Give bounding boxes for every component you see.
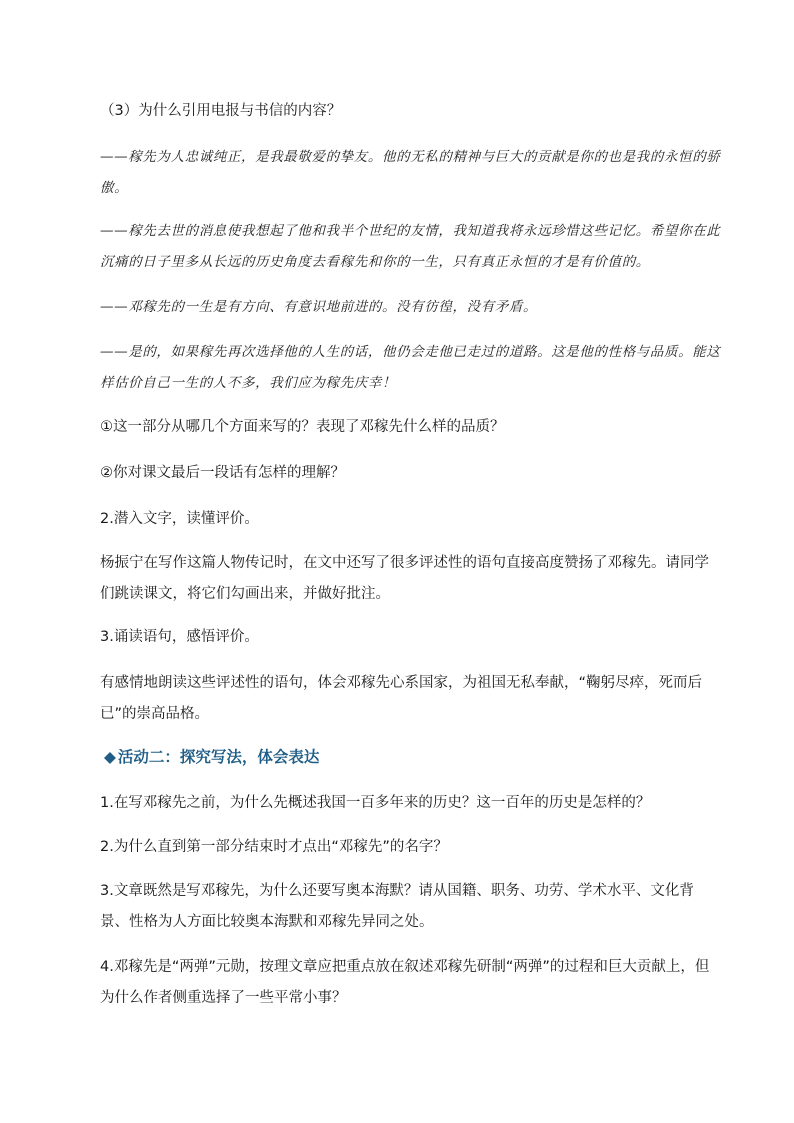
step3-title: 3.诵读语句，感悟评价。 xyxy=(100,629,259,645)
activity2-question-4: 4.邓稼先是“两弹”元勋，按理文章应把重点放在叙述邓稼先研制“两弹”的过程和巨大贡献上，但为什么作者侧重选择了一些平常小事？ xyxy=(100,959,710,1006)
activity2-question-1: 1.在写邓稼先之前，为什么先概述我国一百多年来的历史？这一百年的历史是怎样的？ xyxy=(100,795,651,811)
sub-question-2: ②你对课文最后一段话有怎样的理解？ xyxy=(100,465,345,481)
activity2-question-2: 2.为什么直到第一部分结束时才点出“邓稼先”的名字？ xyxy=(100,839,448,855)
activity2-question-3: 3.文章既然是写邓稼先，为什么还要写奥本海默？请从国籍、职务、功劳、学术水平、文化背景、性格为人方面比较奥本海默和邓稼先异同之处。 xyxy=(100,883,694,930)
step2-title: 2.潜入文字，读懂评价。 xyxy=(100,511,259,527)
sub-question-1: ①这一部分从哪几个方面来写的？表现了邓稼先什么样的品质？ xyxy=(100,419,505,435)
step2-body: 杨振宁在写作这篇人物传记时，在文中还写了很多评述性的语句直接高度赞扬了邓稼先。请同学们跳读课文，将它们勾画出来，并做好批注。 xyxy=(100,555,709,602)
quote-letter-4: ——是的，如果稼先再次选择他的人生的话，他仍会走他已走过的道路。这是他的性格与品质。能这样估价自己一生的人不多，我们应为稼先庆幸！ xyxy=(100,344,721,391)
quote-letter-2: ——稼先去世的消息使我想起了他和我半个世纪的友情，我知道我将永远珍惜这些记忆。希望你在此沉痛的日子里多从长远的历史角度去看稼先和你的一生，只有真正永恒的才是有价值的。 xyxy=(100,223,721,270)
quote-letter-3: ——邓稼先的一生是有方向、有意识地前进的。没有彷徨，没有矛盾。 xyxy=(100,299,538,315)
activity2-title: 活动二：探究写法，体会表达 xyxy=(117,748,320,766)
quote-telegram-1: ——稼先为人忠诚纯正，是我最敬爱的挚友。他的无私的精神与巨大的贡献是你的也是我的永恒的骄傲。 xyxy=(100,149,721,196)
section-question: （3）为什么引用电报与书信的内容？ xyxy=(100,103,342,119)
activity2-heading xyxy=(104,742,319,772)
step3-body: 有感情地朗读这些评述性的语句，体会邓稼先心系国家，为祖国无私奉献，“鞠躬尽瘁，死而后已”的崇高品格。 xyxy=(100,675,703,722)
diamond-icon: ◆ xyxy=(104,748,116,766)
